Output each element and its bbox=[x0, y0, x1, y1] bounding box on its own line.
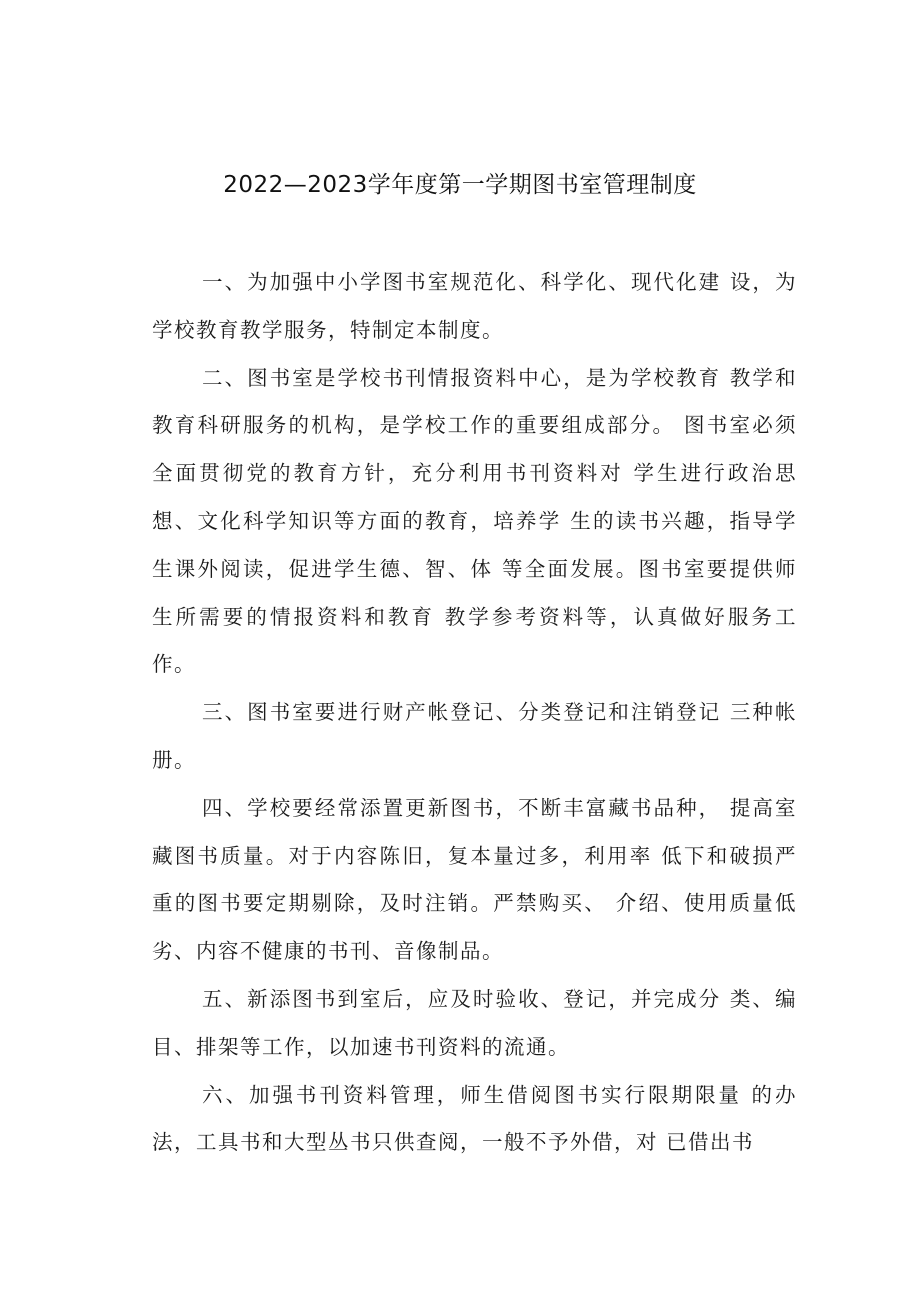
paragraph-3: 三、图书室要进行财产帐登记、分类登记和注销登记 三种帐册。 bbox=[152, 700, 797, 772]
document-title: 2022—2023学年度第一学期图书室管理制度 bbox=[223, 172, 697, 198]
paragraph-1: 一、为加强中小学图书室规范化、科学化、现代化建 设，为学校教育教学服务，特制定本制度。 bbox=[152, 270, 797, 342]
paragraph-2: 二、图书室是学校书刊情报资料中心，是为学校教育 教学和教育科研服务的机构，是学校工作的重要组成部分。 图书室必须全面贯彻党的教育方针，充分利用书刊资料对 学生进行政治思想、文化科学知识等方面的教育，培养学 生的读书兴趣，指导学生课外阅读，促进学生德、智、体 等全面发展。图书室要提供师生所需要的情报资料和教育 教学参考资料等，认真做好服务工作。 bbox=[152, 365, 797, 677]
paragraph-4: 四、学校要经常添置更新图书，不断丰富藏书品种， 提高室藏图书质量。对于内容陈旧，复本量过多，利用率 低下和破损严重的图书要定期剔除，及时注销。严禁购买、 介绍、使用质量低劣、内容不健康的书刊、音像制品。 bbox=[152, 795, 797, 964]
paragraph-5: 五、新添图书到室后，应及时验收、登记，并完成分 类、编目、排架等工作，以加速书刊资料的流通。 bbox=[152, 986, 797, 1059]
document-body bbox=[152, 259, 797, 1167]
paragraph-6: 六、加强书刊资料管理，师生借阅图书实行限期限量 的办法，工具书和大型丛书只供查阅，一般不予外借，对 已借出书 bbox=[152, 1082, 797, 1155]
